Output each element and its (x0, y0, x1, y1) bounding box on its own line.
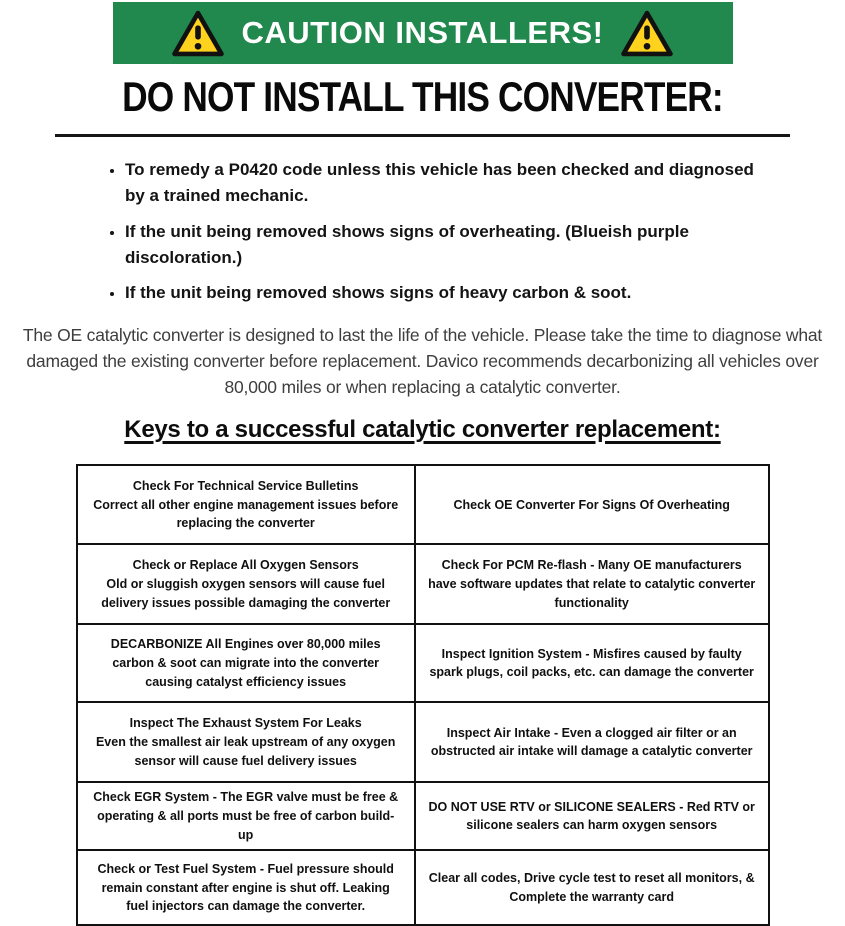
table-cell-right (415, 465, 769, 544)
cell-line: Inspect Air Intake - Even a clogged air filter or an obstructed air intake will damage a catalytic converter (430, 725, 753, 759)
cell-line: Inspect Ignition System - Misfires caused by faulty spark plugs, coil packs, etc. can damage the converter (429, 646, 754, 680)
cell-line: Check EGR System - The EGR valve must be free & operating & all ports must be free of carbon build-up (93, 790, 399, 842)
cell-line: Even the smallest air leak upstream of any oxygen sensor will cause fuel delivery issues (95, 735, 396, 768)
cell-line: DECARBONIZE All Engines over 80,000 miles carbon & soot can migrate into the converter causing catalyst efficiency issues (110, 637, 381, 689)
warning-item: • If the unit being removed shows signs of overheating. (Blueish purple discoloration.) (125, 219, 775, 272)
warning-triangle-icon (621, 10, 673, 57)
cell-line: Old or sluggish oxygen sensors will cause fuel delivery issues possible damaging the converter (101, 577, 391, 610)
warnings-list (125, 157, 775, 307)
table-cell-left (77, 544, 415, 624)
cell-line: Check For PCM Re-flash - Many OE manufacturers have software updates that relate to catalytic converter functionality (428, 558, 756, 610)
warning-item: • If the unit being removed shows signs of heavy carbon & soot. (125, 280, 775, 306)
table-cell-right (415, 624, 769, 702)
cell-line: DO NOT USE RTV or SILICONE SEALERS - Red RTV or silicone sealers can harm oxygen sensors (428, 799, 755, 833)
table-cell-right (415, 544, 769, 624)
table-cell-left (77, 702, 415, 782)
cell-line: Inspect The Exhaust System For Leaks (129, 716, 362, 731)
table-cell-right (415, 850, 769, 925)
cell-line: Correct all other engine management issues before replacing the converter (93, 497, 399, 531)
flyer-page (0, 2, 845, 921)
warning-item: • To remedy a P0420 code unless this vehicle has been checked and diagnosed by a trained mechanic. (125, 157, 775, 210)
cell-line: Check or Test Fuel System - Fuel pressure should remain constant after engine is shut off. Leaking fuel injectors can damage the converter. (97, 861, 394, 914)
table-cell-right (415, 702, 769, 782)
table-cell-left (77, 624, 415, 702)
cell-line: Check or Replace All Oxygen Sensors (132, 558, 359, 573)
divider-rule (55, 134, 790, 137)
table-cell-left (77, 782, 415, 850)
table-cell-right (415, 782, 769, 850)
table-row (77, 544, 769, 624)
cell-line: Clear all codes, Drive cycle test to reset all monitors, & Complete the warranty card (428, 871, 755, 904)
page-title: DO NOT INSTALL THIS CONVERTER: (122, 73, 723, 120)
table-row (77, 850, 769, 925)
warning-triangle-icon (172, 10, 224, 57)
table-row (77, 624, 769, 702)
table-row (77, 702, 769, 782)
table-cell-left (77, 850, 415, 925)
cell-line: Check OE Converter For Signs Of Overheating (453, 497, 730, 512)
table-row (77, 782, 769, 850)
checklist-table (76, 464, 770, 926)
caution-banner (113, 2, 733, 64)
cell-line: Check For Technical Service Bulletins (132, 478, 359, 493)
table-row (77, 465, 769, 544)
keys-heading: Keys to a successful catalytic converter replacement: (124, 416, 721, 444)
table-cell-left (77, 465, 415, 544)
intro-paragraph: The OE catalytic converter is designed to last the life of the vehicle. Please take the time to diagnose what damaged the existing converter before replacement. Davico recommends decarbonizing all vehicles over 80,000 miles or when replacing a catalytic converter. (22, 324, 823, 398)
caution-banner-label: CAUTION INSTALLERS! (241, 15, 604, 50)
